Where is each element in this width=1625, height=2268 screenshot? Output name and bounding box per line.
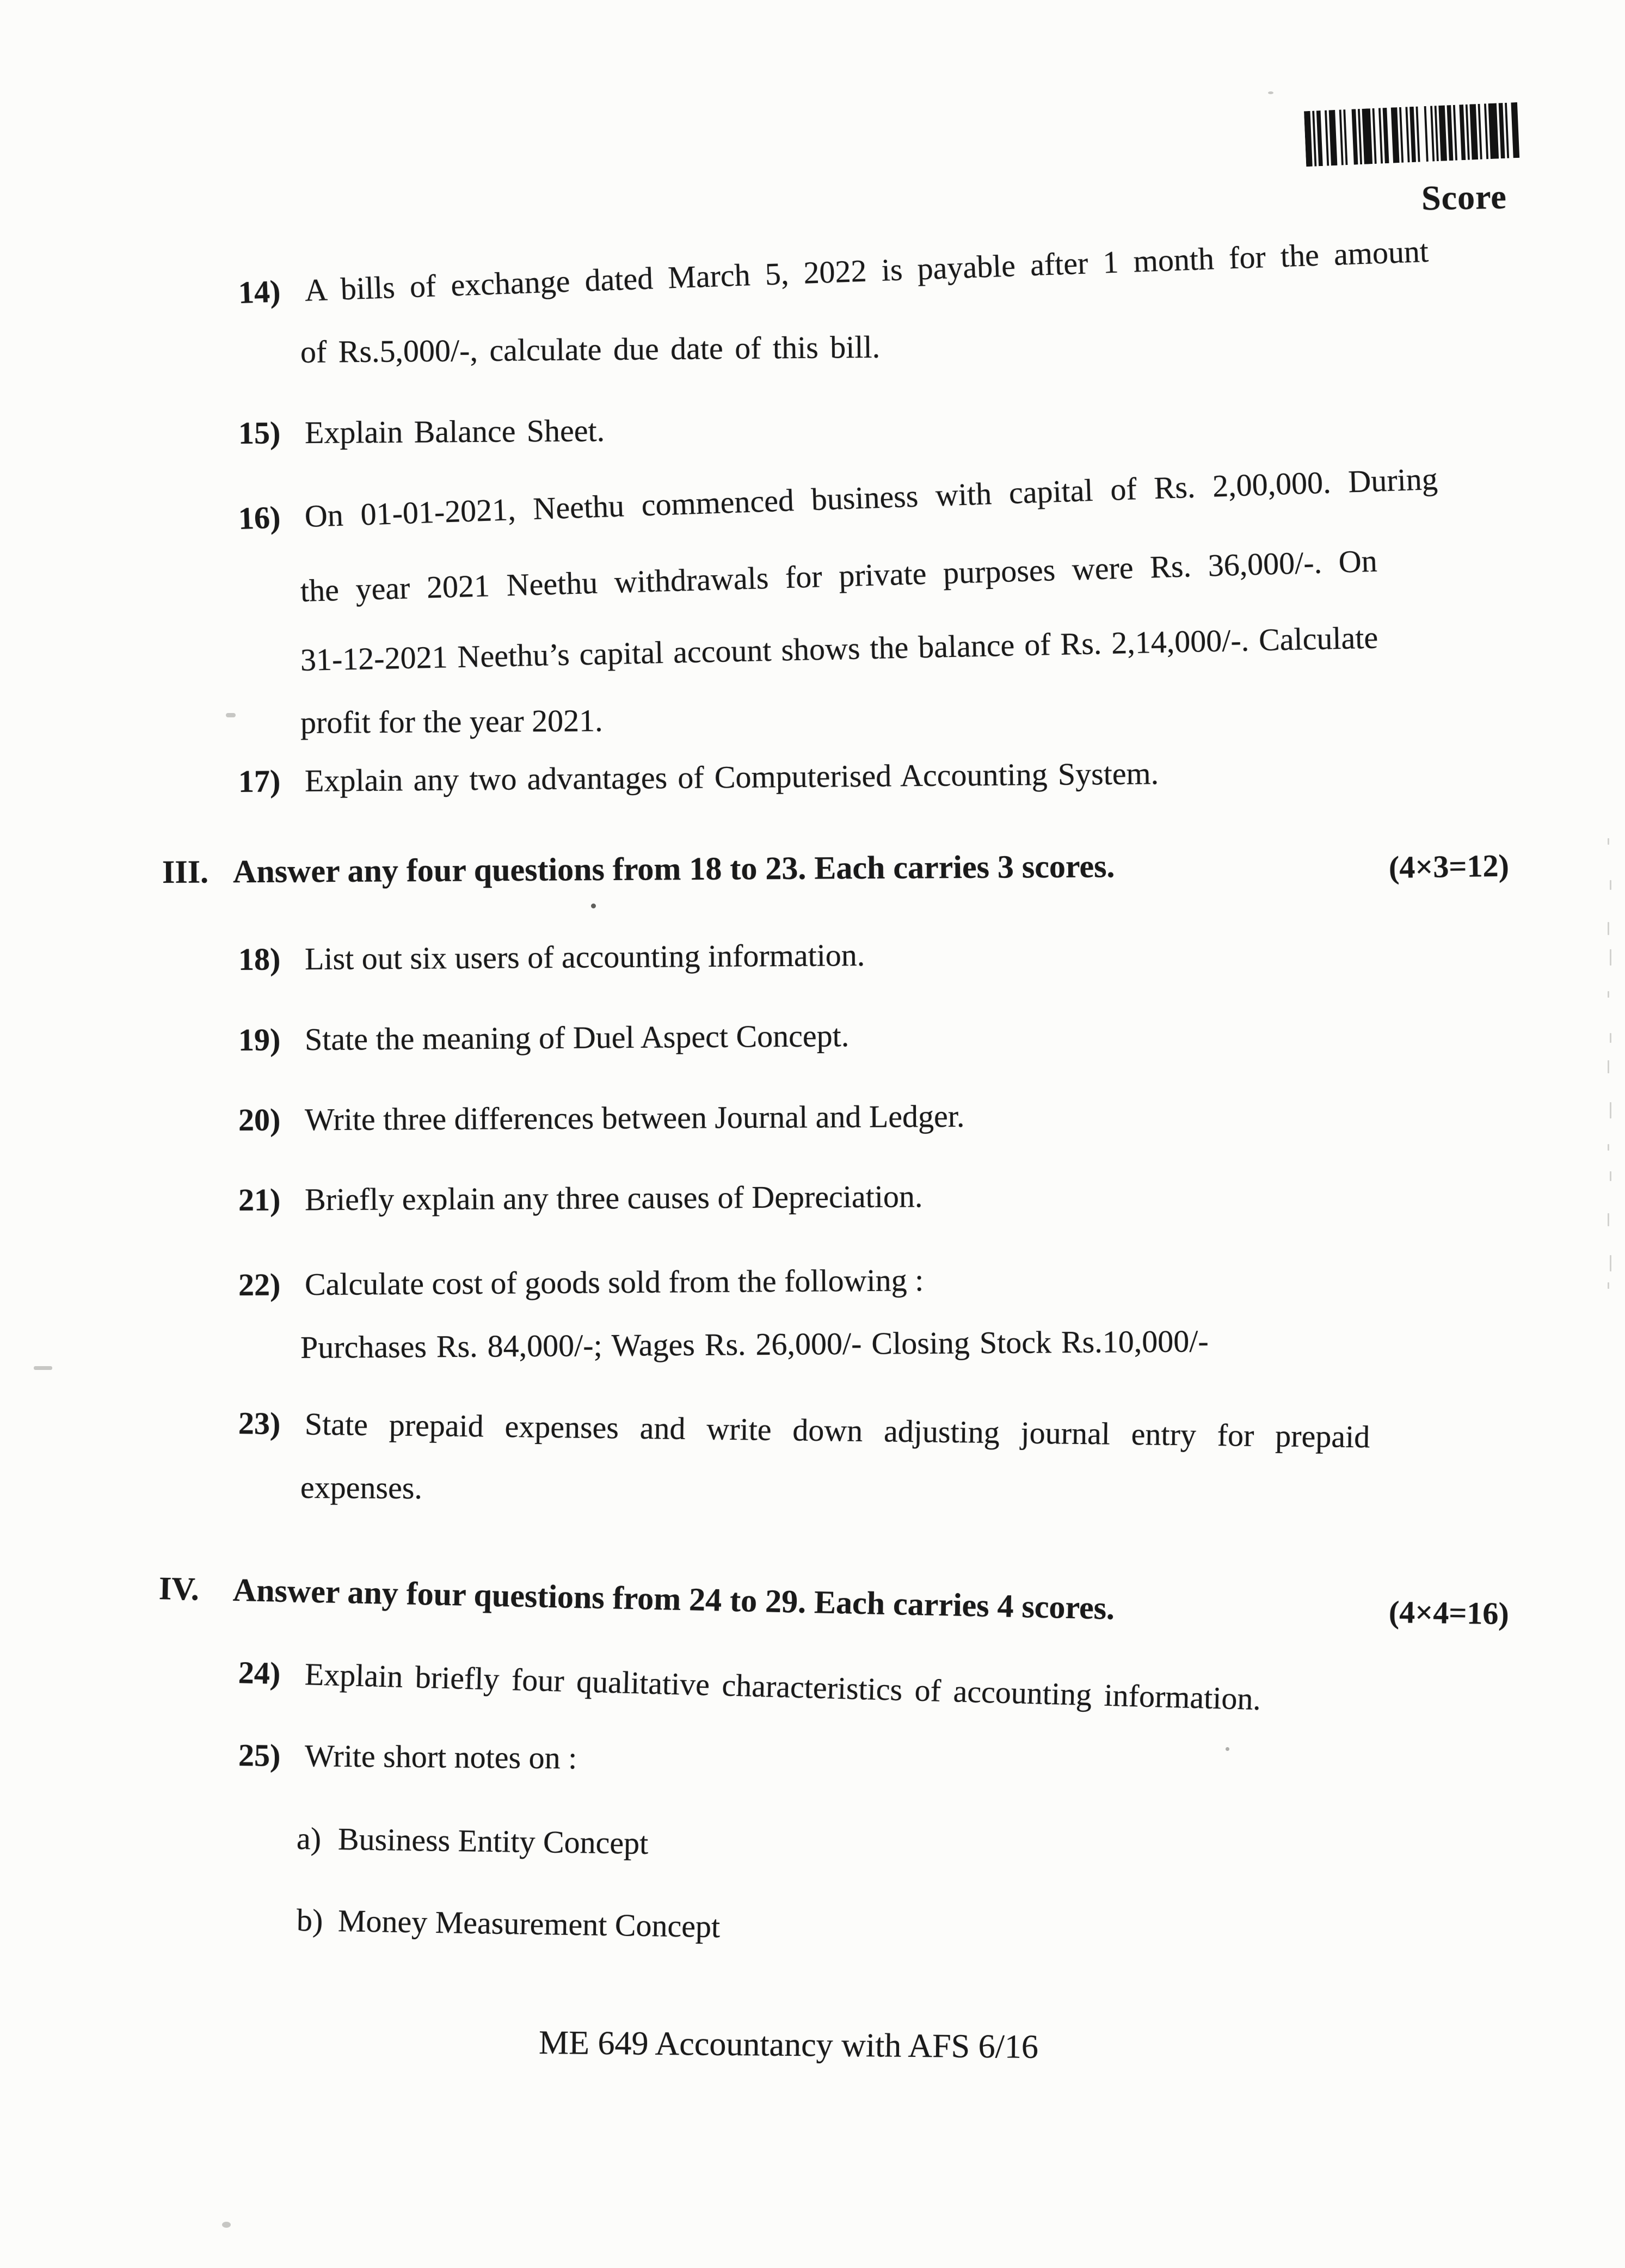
question-16-number: 16) bbox=[237, 499, 281, 536]
question-20-line-1 bbox=[238, 1098, 965, 1139]
question-25-number: 25) bbox=[238, 1737, 281, 1773]
question-16-text-4: profit for the year 2021. bbox=[300, 703, 603, 740]
question-23-text-1: State prepaid expenses and write down adjusting journal entry for prepaid bbox=[304, 1406, 1370, 1455]
question-19-number: 19) bbox=[238, 1022, 281, 1058]
section-3-header bbox=[162, 847, 1115, 891]
question-14-text-2: of Rs.5,000/-, calculate due date of this bill. bbox=[300, 329, 881, 370]
question-25-sub-b-label: b) bbox=[296, 1902, 323, 1938]
question-14-line-1 bbox=[238, 233, 1429, 311]
section-3-title: Answer any four questions from 18 to 23. Each carries 3 scores. bbox=[232, 848, 1115, 890]
question-18-line-1 bbox=[238, 937, 865, 978]
question-25-sub-a-label: a) bbox=[296, 1821, 322, 1857]
question-22-text-1: Calculate cost of goods sold from the following : bbox=[304, 1262, 924, 1302]
question-22-line-2 bbox=[300, 1323, 1209, 1366]
scan-speck bbox=[34, 1366, 52, 1370]
question-14-line-2 bbox=[300, 329, 881, 371]
question-16-text-2: the year 2021 Neethu withdrawals for private purposes were Rs. 36,000/-. On bbox=[300, 543, 1378, 609]
question-21-number: 21) bbox=[238, 1182, 281, 1218]
question-22-line-1 bbox=[238, 1262, 924, 1303]
question-16-text-3: 31-12-2021 Neethu’s capital account shows the balance of Rs. 2,14,000/-. Calculate bbox=[300, 619, 1378, 678]
section-4-header bbox=[158, 1570, 1115, 1627]
section-4-number: IV. bbox=[158, 1570, 200, 1607]
question-15-number: 15) bbox=[238, 415, 281, 451]
scan-speck bbox=[226, 713, 236, 717]
scan-speck bbox=[222, 2222, 231, 2228]
question-25-line-1 bbox=[238, 1737, 577, 1777]
scan-edge-artifacts bbox=[1608, 838, 1615, 1328]
question-16-text-1: On 01-01-2021, Neethu commenced business with capital of Rs. 2,00,000. During bbox=[304, 460, 1438, 534]
question-16-line-2 bbox=[300, 543, 1377, 610]
score-label: Score bbox=[1421, 177, 1507, 218]
section-3-marks: (4×3=12) bbox=[1388, 847, 1510, 885]
section-3-number: III. bbox=[162, 853, 209, 890]
question-20-number: 20) bbox=[238, 1102, 281, 1138]
question-25-text: Write short notes on : bbox=[304, 1738, 577, 1776]
question-23-line-1 bbox=[238, 1405, 1370, 1455]
question-19-text: State the meaning of Duel Aspect Concept. bbox=[304, 1018, 850, 1058]
question-16-line-1 bbox=[238, 461, 1438, 537]
scan-speck bbox=[591, 903, 596, 908]
question-23-number: 23) bbox=[238, 1405, 281, 1441]
barcode-icon bbox=[1304, 102, 1522, 167]
question-25-sub-b-text: Money Measurement Concept bbox=[337, 1903, 721, 1945]
question-24-text: Explain briefly four qualitative characteristics of accounting information. bbox=[304, 1656, 1261, 1717]
question-22-text-2: Purchases Rs. 84,000/-; Wages Rs. 26,000/- Closing Stock Rs.10,000/- bbox=[300, 1323, 1209, 1365]
section-4-title: Answer any four questions from 24 to 29. Each carries 4 scores. bbox=[232, 1571, 1115, 1626]
question-15-line-1 bbox=[238, 413, 605, 451]
question-25-sub-a bbox=[297, 1821, 649, 1862]
question-23-text-2: expenses. bbox=[300, 1470, 423, 1506]
question-17-number: 17) bbox=[238, 763, 281, 799]
question-18-text: List out six users of accounting information. bbox=[304, 937, 865, 977]
question-23-line-2 bbox=[300, 1470, 422, 1507]
question-19-line-1 bbox=[238, 1018, 850, 1059]
question-24-line-1 bbox=[238, 1655, 1261, 1718]
page-footer: ME 649 Accountancy with AFS 6/16 bbox=[538, 2024, 1039, 2066]
question-18-number: 18) bbox=[238, 941, 281, 977]
question-25-sub-a-text: Business Entity Concept bbox=[337, 1821, 649, 1861]
question-14-text-1: A bills of exchange dated March 5, 2022 is payable after 1 month for the amount bbox=[304, 233, 1429, 308]
question-25-sub-b bbox=[296, 1902, 720, 1945]
question-15-text: Explain Balance Sheet. bbox=[304, 413, 605, 451]
question-24-number: 24) bbox=[238, 1655, 281, 1692]
question-14-number: 14) bbox=[237, 273, 281, 310]
question-20-text: Write three differences between Journal and Ledger. bbox=[304, 1098, 965, 1138]
question-16-line-4 bbox=[300, 703, 603, 741]
question-21-line-1 bbox=[238, 1178, 923, 1218]
question-22-number: 22) bbox=[238, 1267, 281, 1302]
section-4-marks: (4×4=16) bbox=[1388, 1594, 1510, 1632]
question-17-line-1 bbox=[238, 755, 1159, 800]
scan-speck bbox=[1268, 91, 1273, 94]
question-17-text: Explain any two advantages of Computerised Accounting System. bbox=[304, 755, 1159, 798]
question-21-text: Briefly explain any three causes of Depreciation. bbox=[304, 1178, 923, 1218]
question-16-line-3 bbox=[300, 620, 1378, 679]
scan-speck bbox=[1226, 1747, 1229, 1751]
